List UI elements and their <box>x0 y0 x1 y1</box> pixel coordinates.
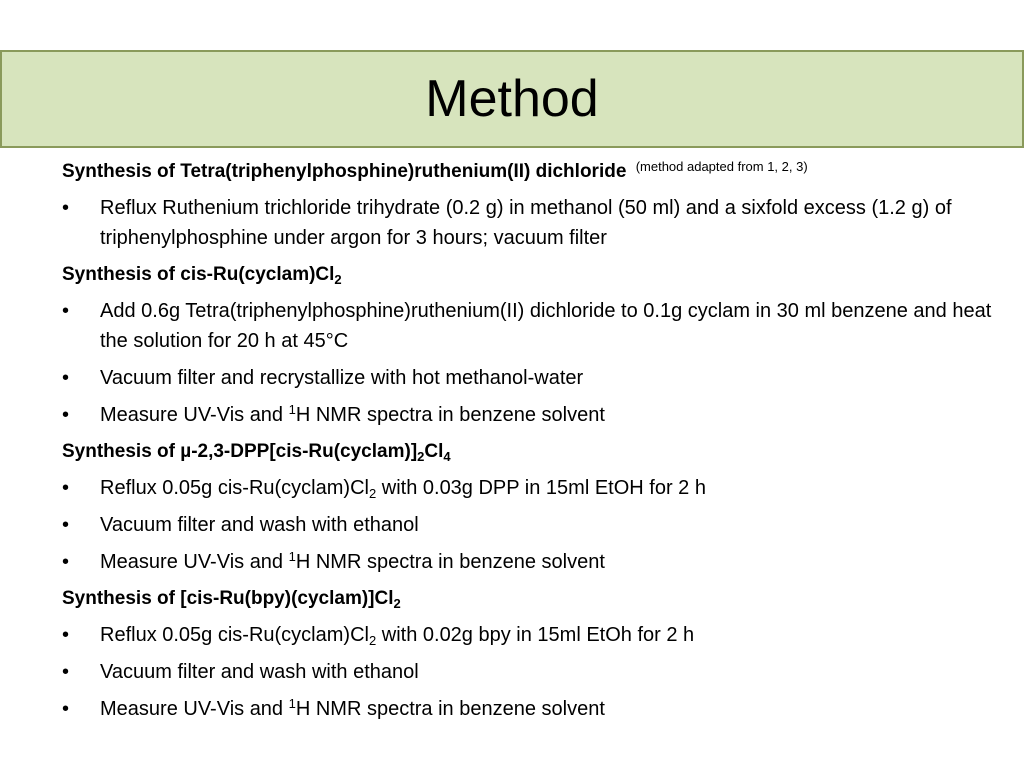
citation-note: (method adapted from 1, 2, 3) <box>635 159 808 174</box>
bullet-icon: • <box>62 300 70 322</box>
list-item: • Reflux 0.05g cis-$Ru(cyclam)Cl_2$ with 0.03g DPP in 15ml EtOH for 2 h <box>62 473 992 503</box>
slide-body <box>62 152 992 731</box>
section-heading-bpy: Synthesis of $[cis-Ru(bpy)(cyclam)]Cl_2$ <box>62 588 401 611</box>
list-item: • Measure UV-Vis and $^1$H NMR spectra in benzene solvent <box>62 694 992 724</box>
section-heading-tetra: Synthesis of Tetra(triphenylphosphine)ruthenium(II) dichloride $^{(method adapted from 1, 2, 3)}$ <box>62 159 808 182</box>
bullet-icon: • <box>62 404 70 426</box>
bullet-icon: • <box>62 477 70 499</box>
list-item: • Vacuum filter and recrystallize with hot methanol-water <box>62 363 992 393</box>
bullet-icon: • <box>62 197 70 219</box>
bullet-icon: • <box>62 367 70 389</box>
bullet-icon: • <box>62 551 70 573</box>
section-heading-dpp: Synthesis of $\mu-2,3-DPP[cis-Ru(cyclam)]_2Cl_4$ <box>62 441 451 464</box>
bullet-icon: • <box>62 698 70 720</box>
list-item: • Measure UV-Vis and $^1$H NMR spectra in benzene solvent <box>62 547 992 577</box>
list-item: • Vacuum filter and wash with ethanol <box>62 657 992 687</box>
title-banner <box>0 50 1024 148</box>
section-heading-cis-ru-cyclam: Synthesis of cis-$Ru(cyclam)Cl_2$ <box>62 264 342 287</box>
bullet-icon: • <box>62 624 70 646</box>
list-item: • Reflux Ruthenium trichloride trihydrate (0.2 g) in methanol (50 ml) and a sixfold excess (1.2 g) of triphenylphosphine under argon for 3 hours; vacuum filter <box>62 193 992 253</box>
bullet-icon: • <box>62 661 70 683</box>
bullet-icon: • <box>62 514 70 536</box>
bullet-list-dpp <box>62 473 992 577</box>
slide-title: Method <box>425 70 599 128</box>
bullet-list-tetra <box>62 193 992 253</box>
list-item: • Add 0.6g Tetra(triphenylphosphine)ruthenium(II) dichloride to 0.1g cyclam in 30 ml benzene and heat the solution for 20 h at 45°C <box>62 296 992 356</box>
bullet-list-bpy <box>62 620 992 724</box>
list-item: • Reflux 0.05g cis-$Ru(cyclam)Cl_2$ with 0.02g bpy in 15ml EtOh for 2 h <box>62 620 992 650</box>
bullet-list-cis-ru-cyclam <box>62 296 992 430</box>
list-item: • Vacuum filter and wash with ethanol <box>62 510 992 540</box>
list-item: • Measure UV-Vis and $^1$H NMR spectra in benzene solvent <box>62 400 992 430</box>
